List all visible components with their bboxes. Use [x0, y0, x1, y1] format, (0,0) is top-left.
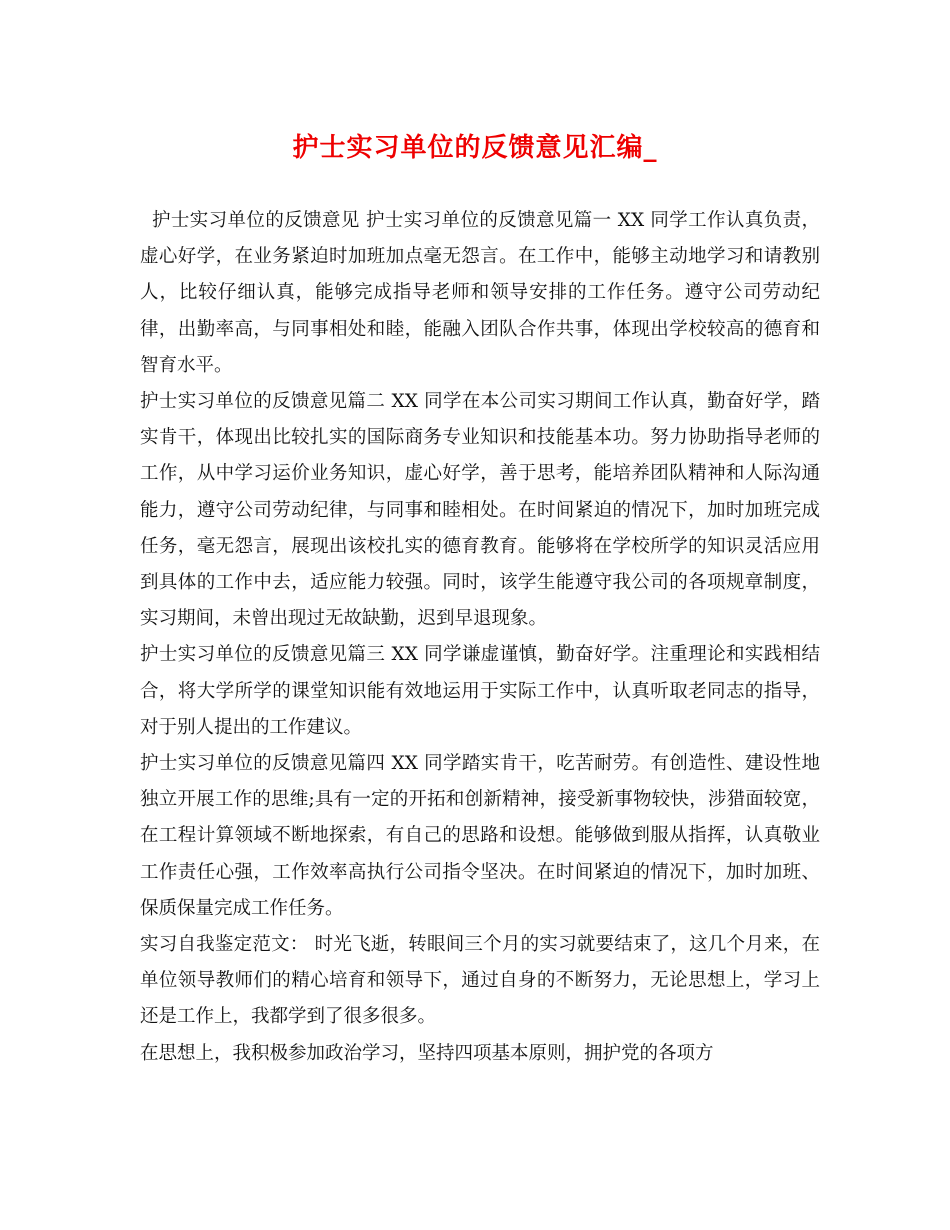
document-title: 护士实习单位的反馈意见汇编_: [292, 133, 658, 163]
document-body: [140, 203, 820, 1072]
paragraph-2: 护士实习单位的反馈意见篇二 XX 同学在本公司实习期间工作认真，勤奋好学，踏实肯干，体现出比较扎实的国际商务专业知识和技能基本功。努力协助指导老师的工作，从中学习运价业务知识，虚心好学，善于思考，能培养团队精神和人际沟通能力，遵守公司劳动纪律，与同事和睦相处。在时间紧迫的情况下，加时加班完成任务，毫无怨言，展现出该校扎实的德育教育。能够将在学校所学的知识灵活应用到具体的工作中去，适应能力较强。同时，该学生能遵守我公司的各项规章制度，实习期间，未曾出现过无故缺勤，迟到早退现象。: [140, 391, 820, 630]
paragraph-4: 护士实习单位的反馈意见篇四 XX 同学踏实肯干，吃苦耐劳。有创造性、建设性地独立开展工作的思维;具有一定的开拓和创新精神，接受新事物较快，涉猎面较宽，在工程计算领域不断地探索，有自己的思路和设想。能够做到服从指挥，认真敬业工作责任心强，工作效率高执行公司指令坚决。在时间紧迫的情况下，加时加班、保质保量完成工作任务。: [140, 753, 820, 919]
paragraph-6: 在思想上，我积极参加政治学习，坚持四项基本原则，拥护党的各项方: [140, 1042, 714, 1064]
paragraph-5: 实习自我鉴定范文： 时光飞逝，转眼间三个月的实习就要结束了，这几个月来，在单位领导教师们的精心培育和领导下，通过自身的不断努力，无论思想上，学习上还是工作上，我都学到了很多很多。: [140, 934, 820, 1028]
paragraph-3: 护士实习单位的反馈意见篇三 XX 同学谦虚谨慎，勤奋好学。注重理论和实践相结合，将大学所学的课堂知识能有效地运用于实际工作中，认真听取老同志的指导，对于别人提出的工作建议。: [140, 644, 820, 738]
paragraph-1: 护士实习单位的反馈意见 护士实习单位的反馈意见篇一 XX 同学工作认真负责，虚心好学，在业务紧迫时加班加点毫无怨言。在工作中，能够主动地学习和请教别人，比较仔细认真，能够完成指导老师和领导安排的工作任务。遵守公司劳动纪律，出勤率高，与同事相处和睦，能融入团队合作共事，体现出学校较高的德育和智育水平。: [140, 210, 820, 376]
